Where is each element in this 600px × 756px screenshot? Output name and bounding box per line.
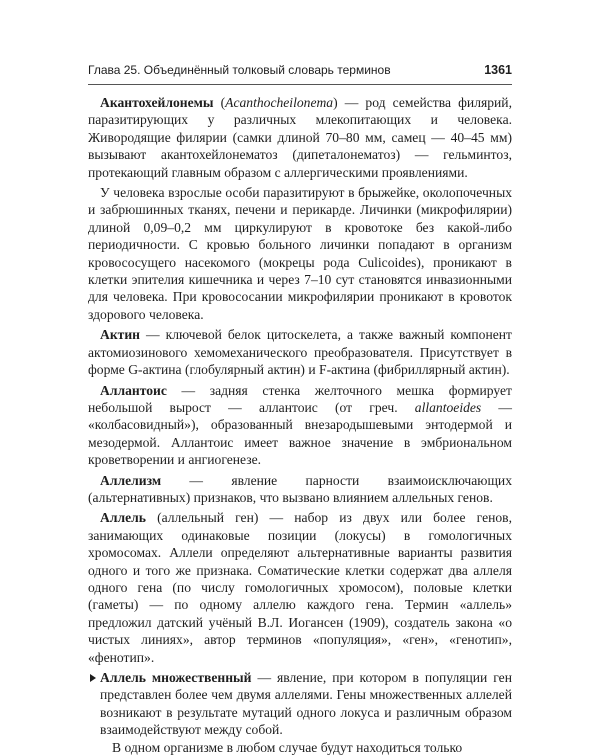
subentry-text: В одном организме в любом случае будут находиться только (112, 739, 463, 755)
entry-text: ) — род семейства филярий, паразитирующих у различных млекопитающих и человека. Живородящие филярии (самки длиной 70–80 мм, самец — 40–45 мм) вызывают акантохейлонематоз (дипеталонематоз) — гельминтоз, протекающий главным образом с аллергическими проявлениями. (88, 95, 512, 180)
entry-term: Аллелизм (100, 472, 162, 488)
subentry-text: — явление, при котором в популяции ген представлен более чем двумя аллелями. Гены множественных аллелей возникают в результате мутаций одного локуса и различным образом взаимодействуют между собой. (100, 670, 512, 738)
entry-text: У человека взрослые особи паразитируют в брыжейке, околопочечных и забрюшинных тканях, печени и перикарде. Личинки (микрофилярии) длиной 0,09–0,2 мм циркулируют в кровотоке без какой-либо периодичности. С кровью больного личинки попадают в организм кровососущего насекомого (мокрецы рода (88, 185, 512, 270)
entry-allelism (88, 472, 512, 507)
entry-text: — «колбасовидный»), образованный внезародышевыми энтодермой и мезодермой. Аллантоис имеет важное значение в эмбриональном кроветворении и ангиогенезе. (88, 399, 512, 468)
entry-allantois (88, 382, 512, 469)
latin-name: allantoeides (414, 399, 482, 415)
entry-acanthocheilonema (88, 94, 512, 181)
latin-name: Acanthocheilonema (225, 95, 334, 110)
entry-allele (88, 509, 512, 666)
page-number: 1361 (484, 63, 512, 77)
subentry-continuation (88, 739, 512, 756)
triangle-bullet-icon (90, 674, 96, 682)
chapter-title: Глава 25. Объединённый толковый словарь терминов (88, 63, 391, 77)
entry-text: ( (213, 95, 226, 110)
entry-term: Акантохейлонемы (100, 95, 214, 110)
entry-text: (аллельный ген) — набор из двух или более генов, занимающих одинаковые позиции (локусы) в гомологичных хромосомах. Аллели определяют альтернативные варианты развития одного и того же признака. Соматические клетки содержат два аллеля одного гена (по числу гомологичных хромосом), половые клетки (гаметы) — по одному аллелю каждого гена. Термин «аллель» предложил датский учёный В.Л. Иогансен (1909), создатель закона «о чистых линиях», автор терминов «популяция», «ген», «генотип», «фенотип». (88, 510, 512, 665)
entry-text: ), проникают в клетки эпителия кишечника и через 7–10 сут становятся инвазионными для человека. При кровососании микрофилярии проникают в кровоток здорового человека. (88, 254, 512, 322)
entry-text: — явление парности взаимоисключающих (альтернативных) признаков, что вызвано влиянием аллельных генов. (88, 472, 512, 505)
entry-actin (88, 326, 512, 378)
running-header (88, 62, 512, 85)
entry-continuation (88, 184, 512, 323)
entry-term: Аллантоис (100, 382, 167, 398)
page-body (88, 94, 512, 756)
subentry-multiple-allele (88, 669, 512, 739)
entry-text: — задняя стенка желточного мешка формирует небольшой вырост — аллантоис (от греч. (88, 382, 512, 415)
latin-name: Culicoides (358, 254, 417, 270)
subentry-term: Аллель множественный (100, 670, 252, 685)
entry-text: — ключевой белок цитоскелета, а также важный компонент актомиозинового хемомеханического преобразователя. Присутствует в форме G-актина (глобулярный актин) и F-актина (фибриллярный актин). (88, 327, 512, 378)
entry-term: Аллель (100, 510, 146, 526)
entry-term: Актин (100, 327, 140, 343)
